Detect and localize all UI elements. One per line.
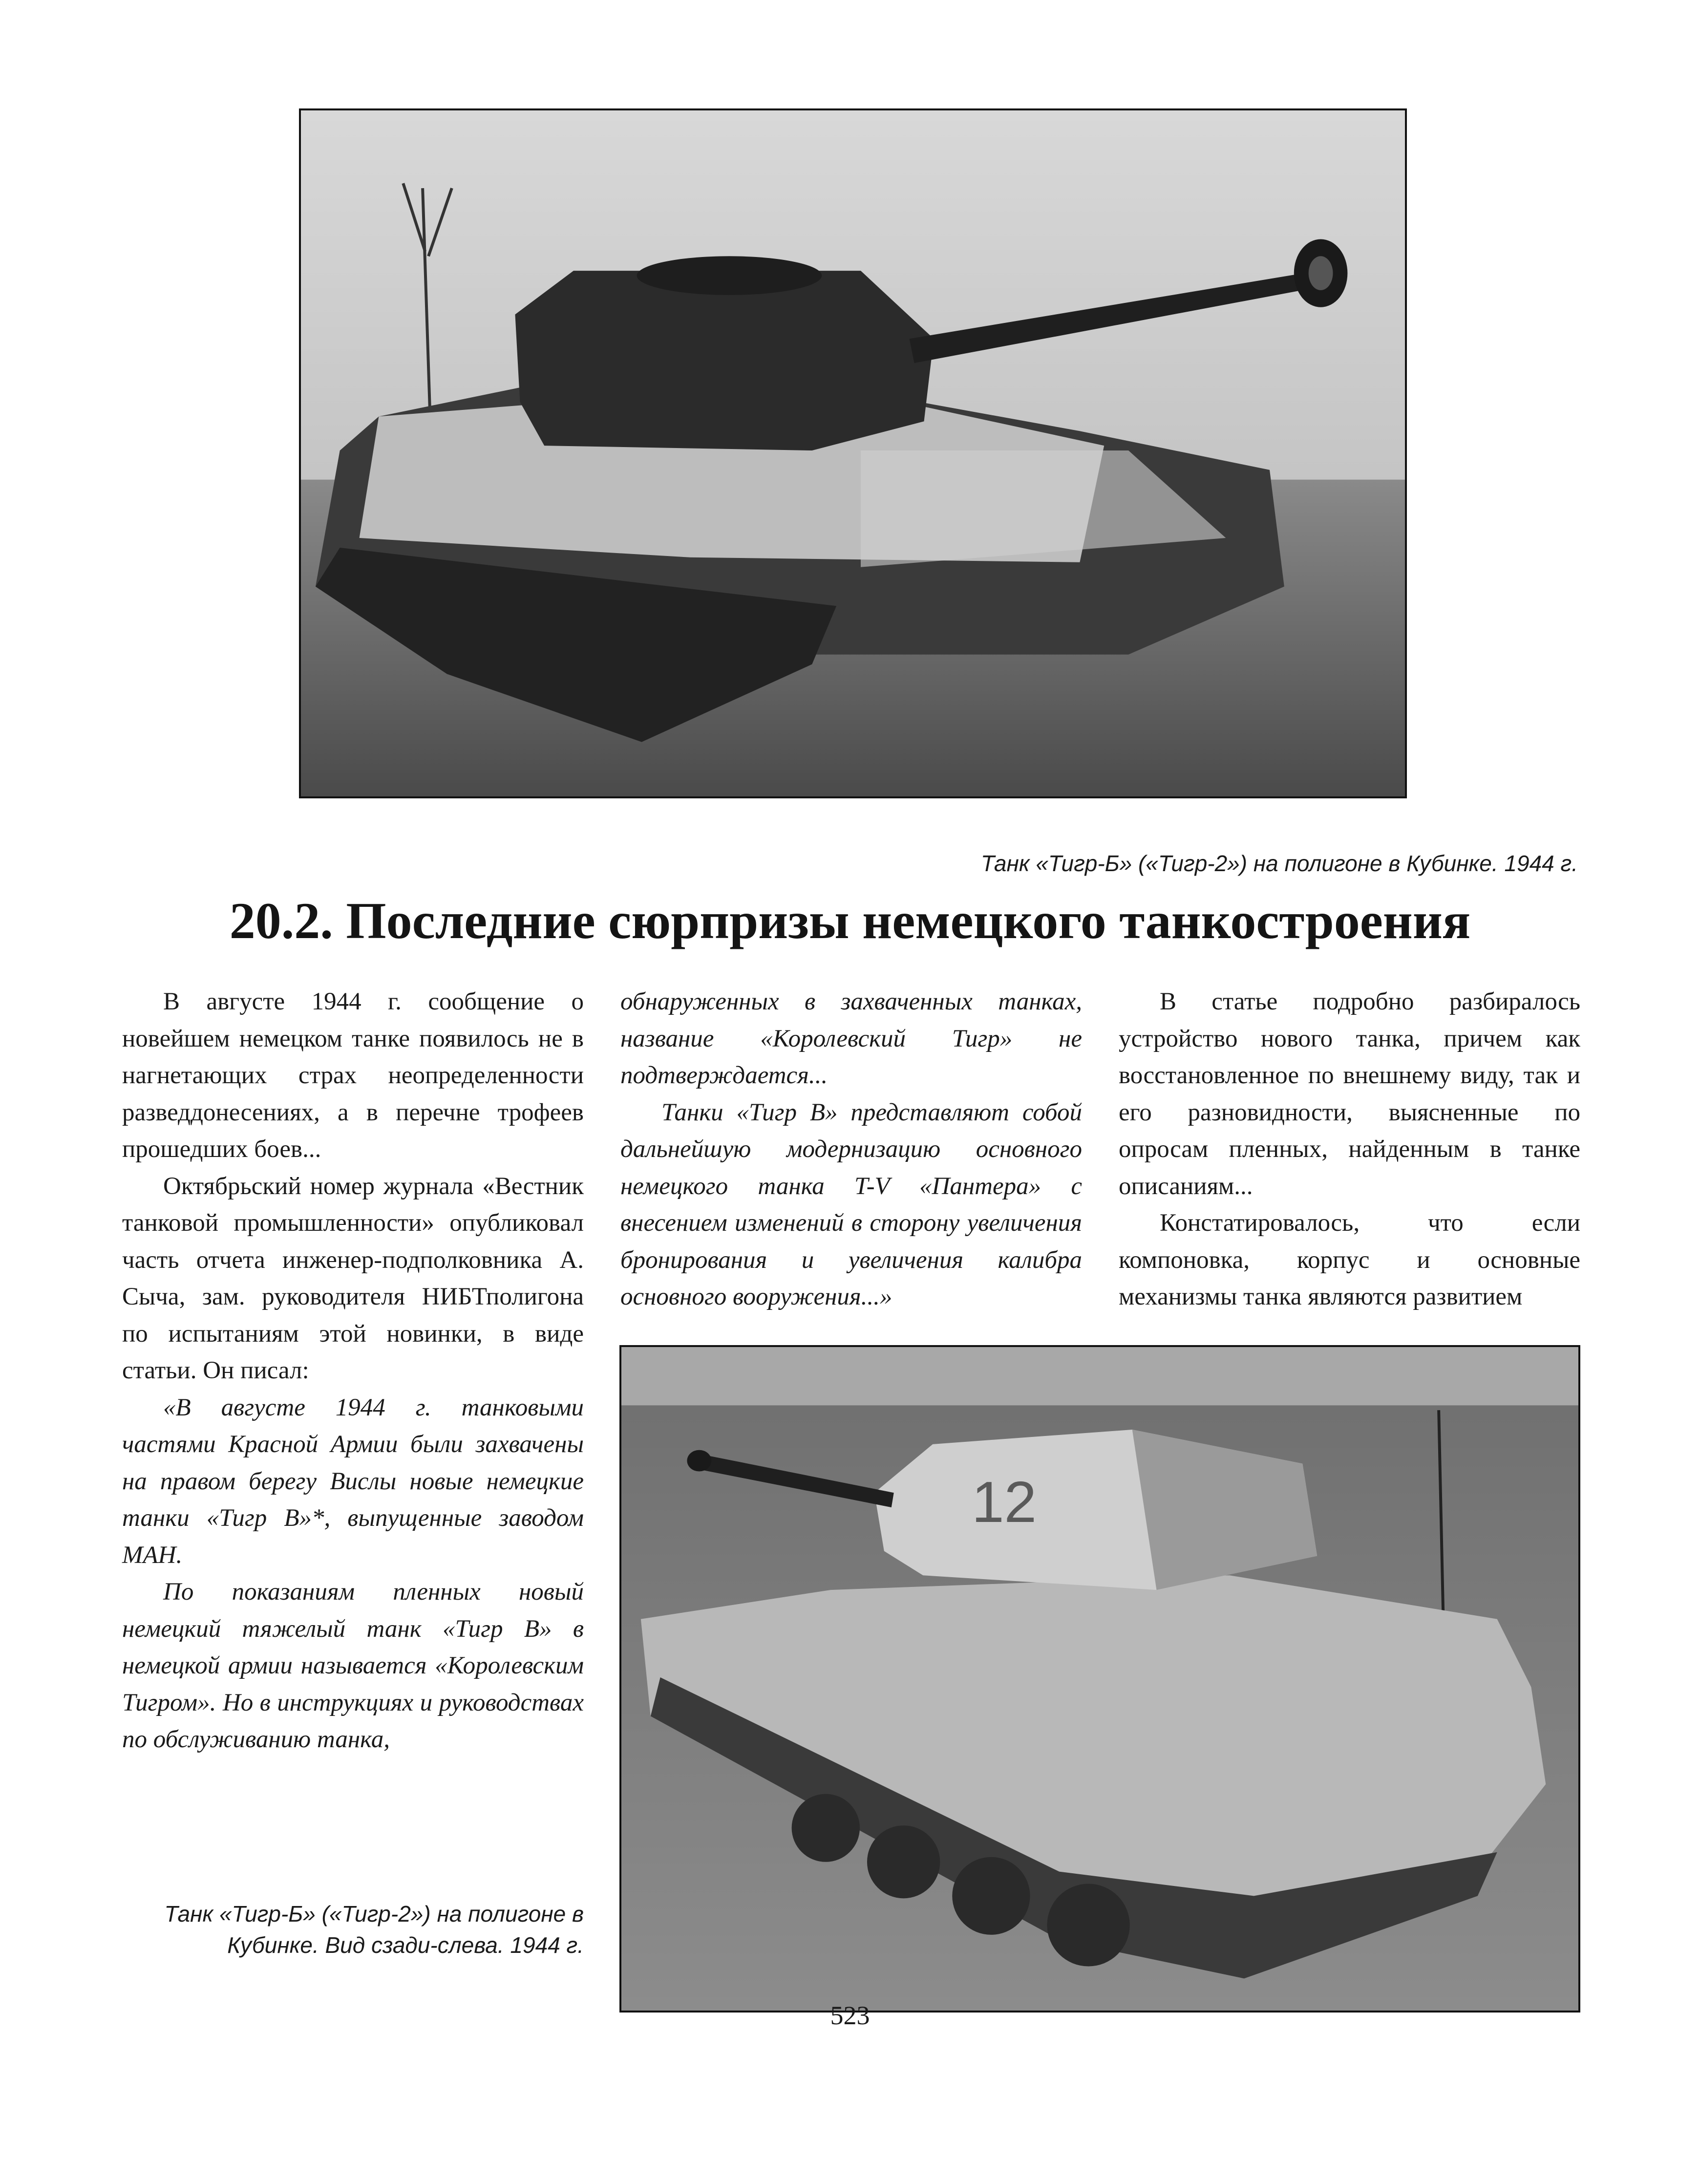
photo-tank-rear-left xyxy=(619,1345,1580,2013)
text-column-2 xyxy=(620,984,1082,1316)
page-number: 523 xyxy=(830,2001,870,2030)
photo-caption-top: Танк «Тигр-Б» («Тигр-2») на полигоне в Кубинке. 1944 г. xyxy=(980,851,1578,876)
text-column-3 xyxy=(1119,984,1580,1316)
tank-rear-illustration xyxy=(621,1347,1578,2011)
quote-paragraph: «В августе 1944 г. танковыми частями Красной Армии были захвачены на правом берегу Вислы новые немецкие танки «Тигр В»*, выпущенные заводом МАН. xyxy=(122,1393,584,1569)
paragraph: В августе 1944 г. сообщение о новейшем немецком танке появилось не в нагнетающих страх неопределенности разведдонесениях, а в перечне трофеев прошедших боев... xyxy=(122,988,584,1163)
text-column-1 xyxy=(122,984,584,1758)
photo-caption-bottom: Танк «Тигр-Б» («Тигр-2») на полигоне в Кубинке. Вид сзади-слева. 1944 г. xyxy=(164,1901,584,1958)
svg-text:12: 12 xyxy=(972,1469,1037,1535)
tank-front-illustration xyxy=(301,110,1405,796)
quote-paragraph: обнаруженных в захваченных танках, название «Королевский Тигр» не подтверждается... xyxy=(620,988,1082,1089)
paragraph: В статье подробно разбиралось устройство нового танка, причем как восстановленное по внешнему виду, так и его разновидности, выясненные по опросам пленных, найденным в танке описаниям... xyxy=(1119,988,1580,1200)
paragraph: Констатировалось, что если компоновка, корпус и основные механизмы танка являются развитием xyxy=(1119,1209,1580,1310)
photo-tank-front xyxy=(299,108,1407,798)
paragraph: Октябрьский номер журнала «Вестник танковой промышленности» опубликовал часть отчета инженер-подполковника А. Сыча, зам. руководителя НИБТполигона по испытаниям этой новинки, в виде статьи. Он писал: xyxy=(122,1172,584,1384)
quote-paragraph: По показаниям пленных новый немецкий тяжелый танк «Тигр В» в немецкой армии называется «Королевским Тигром». Но в инструкциях и руководствах по обслуживанию танка, xyxy=(122,1578,584,1753)
quote-paragraph: Танки «Тигр В» представляют собой дальнейшую модернизацию основного немецкого танка T-V «Пантера» с внесением изменений в сторону увеличения бронирования и увеличения калибра основного вооружения...» xyxy=(620,1098,1082,1310)
section-title: 20.2. Последние сюрпризы немецкого танкостроения xyxy=(229,892,1471,949)
